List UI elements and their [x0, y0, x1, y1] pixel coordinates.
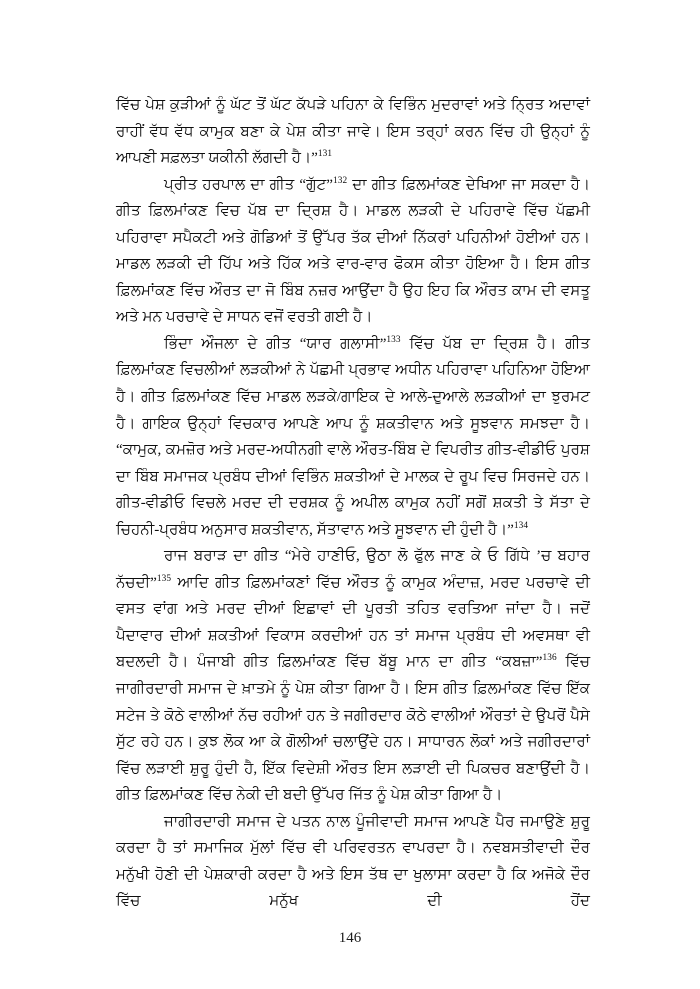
footnote-ref-135: 135: [156, 573, 172, 584]
paragraph-5-text: ਜਾਗੀਰਦਾਰੀ ਸਮਾਜ ਦੇ ਪਤਨ ਨਾਲ ਪੂੰਜੀਵਾਦੀ ਸਮਾਜ ਆਪਣੇ ਪੈਰ ਜਮਾਉਣੇ ਸ਼ੁਰੂ ਕਰਦਾ ਹੈ ਤਾਂ ਸਮਾਜਿਕ ਮੁੱਲਾਂ ਵਿੱਚ ਵੀ ਪਰਿਵਰਤਨ ਵਾਪਰਦਾ ਹੈ। ਨਵਬਸਤੀਵਾਦੀ ਦੌਰ ਮਨੁੱਖੀ ਹੋਣੀ ਦੀ ਪੇਸ਼ਕਾਰੀ ਕਰਦਾ ਹੈ ਅਤੇ ਇਸ ਤੱਥ ਦਾ ਖੁਲਾਸਾ ਕਰਦਾ ਹੈ ਕਿ ਅਜੋਕੇ ਦੌਰ ਵਿੱਚ ਮਨੁੱਖ ਦੀ ਹੋਂਦ: [116, 813, 590, 910]
paragraph-2-text-after: ਦਾ ਗੀਤ ਫ਼ਿਲਮਾਂਕਣ ਦੇਖਿਆ ਜਾ ਸਕਦਾ ਹੈ। ਗੀਤ ਫ਼ਿਲਮਾਂਕਣ ਵਿਚ ਪੱਬ ਦਾ ਦ੍ਰਿਸ਼ ਹੈ। ਮਾਡਲ ਲੜਕੀ ਦੇ ਪਹਿਰਾਵੇ ਵਿੱਚ ਪੱਛਮੀ ਪਹਿਰਾਵਾ ਸਪੈਕਟੀ ਅਤੇ ਗੋਡਿਆਂ ਤੋਂ ਉੱਪਰ ਤੱਕ ਦੀਆਂ ਨਿੱਕਰਾਂ ਪਹਿਨੀਆਂ ਹੋਈਆਂ ਹਨ। ਮਾਡਲ ਲੜਕੀ ਦੀ ਹਿੱਪ ਅਤੇ ਹਿੱਕ ਅਤੇ ਵਾਰ-ਵਾਰ ਫੋਕਸ ਕੀਤਾ ਹੋਇਆ ਹੈ। ਇਸ ਗੀਤ ਫ਼ਿਲਮਾਂਕਣ ਵਿੱਚ ਔਰਤ ਦਾ ਜੋ ਬਿੰਬ ਨਜ਼ਰ ਆਉਂਦਾ ਹੈ ਉਹ ਇਹ ਕਿ ਔਰਤ ਕਾਮ ਦੀ ਵਸਤੂ ਅਤੇ ਮਨ ਪਰਚਾਵੇ ਦੇ ਸਾਧਨ ਵਜੋਂ ਵਰਤੀ ਗਈ ਹੈ।: [116, 176, 591, 326]
footnote-ref-133: 133: [386, 334, 401, 345]
page-number: 146: [338, 930, 362, 946]
footnote-ref-134: 134: [513, 520, 529, 531]
paragraph-3-text-before: ਭਿੰਦਾ ਔਜਲਾ ਦੇ ਗੀਤ “ਯਾਰ ਗਲਾਸੀ”: [164, 335, 387, 352]
paragraph-2: [116, 172, 590, 331]
paragraph-1-text: ਵਿੱਚ ਪੇਸ਼ ਕੁੜੀਆਂ ਨੂੰ ਘੱਟ ਤੋਂ ਘੱਟ ਕੱਪੜੇ ਪਹਿਨਾ ਕੇ ਵਿਭਿੰਨ ਮੁਦਰਾਵਾਂ ਅਤੇ ਨ੍ਰਿਤ ਅਦਾਵਾਂ ਰਾਹੀਂ ਵੱਧ ਵੱਧ ਕਾਮੁਕ ਬਣਾ ਕੇ ਪੇਸ਼ ਕੀਤਾ ਜਾਵੇ। ਇਸ ਤਰ੍ਹਾਂ ਕਰਨ ਵਿੱਚ ਹੀ ਉਨ੍ਹਾਂ ਨੂੰ ਆਪਣੀ ਸਫ਼ਲਤਾ ਯਕੀਨੀ ਲੱਗਦੀ ਹੈ।”: [116, 97, 590, 167]
paragraph-2-text-before: ਪ੍ਰੀਤ ਹਰਪਾਲ ਦਾ ਗੀਤ “ਗੁੱਟ”: [164, 176, 333, 193]
paragraph-5: [116, 809, 590, 915]
body-text-column: [116, 92, 590, 915]
footnote-ref-131: 131: [317, 149, 333, 160]
paragraph-4-continued-text: ਵਿੱਚ ਜਾਗੀਰਦਾਰੀ ਸਮਾਜ ਦੇ ਖ਼ਾਤਮੇ ਨੂੰ ਪੇਸ਼ ਕੀਤਾ ਗਿਆ ਹੈ। ਇਸ ਗੀਤ ਫ਼ਿਲਮਾਂਕਣ ਵਿੱਚ ਇੱਕ ਸਟੇਜ ਤੇ ਕੋਠੇ ਵਾਲੀਆਂ ਨੱਚ ਰਹੀਆਂ ਹਨ ਤੇ ਜਗੀਰਦਾਰ ਕੋਠੇ ਵਾਲੀਆਂ ਔਰਤਾਂ ਦੇ ਉਪਰੋਂ ਪੈਸੇ ਸੁੱਟ ਰਹੇ ਹਨ। ਕੁਝ ਲੋਕ ਆ ਕੇ ਗੋਲੀਆਂ ਚਲਾਉਂਦੇ ਹਨ। ਸਾਧਾਰਨ ਲੋਕਾਂ ਅਤੇ ਜਗੀਰਦਾਰਾਂ ਵਿੱਚ ਲੜਾਈ ਸ਼ੁਰੂ ਹੁੰਦੀ ਹੈ, ਇੱਕ ਵਿਦੇਸ਼ੀ ਔਰਤ ਇਸ ਲੜਾਈ ਦੀ ਪਿਕਚਰ ਬਣਾਉਂਦੀ ਹੈ। ਗੀਤ ਫ਼ਿਲਮਾਂਕਣ ਵਿੱਚ ਨੇਕੀ ਦੀ ਬਦੀ ਉੱਪਰ ਜਿੱਤ ਨੂੰ ਪੇਸ਼ ਕੀਤਾ ਗਿਆ ਹੈ।: [116, 654, 590, 804]
paragraph-4-text-after: ਆਦਿ ਗੀਤ ਫ਼ਿਲਮਾਂਕਣਾਂ ਵਿੱਚ ਔਰਤ ਨੂੰ ਕਾਮੁਕ ਅੰਦਾਜ਼, ਮਰਦ ਪਰਚਾਵੇ ਦੀ ਵਸਤ ਵਾਂਗ ਅਤੇ ਮਰਦ ਦੀਆਂ ਇਛਾਵਾਂ ਦੀ ਪੂਰਤੀ ਤਹਿਤ ਵਰਤਿਆ ਜਾਂਦਾ ਹੈ। ਜਦੋਂ ਪੈਦਾਵਾਰ ਦੀਆਂ ਸ਼ਕਤੀਆਂ ਵਿਕਾਸ ਕਰਦੀਆਂ ਹਨ ਤਾਂ ਸਮਾਜ ਪ੍ਰਬੰਧ ਦੀ ਅਵਸਥਾ ਵੀ ਬਦਲਦੀ ਹੈ। ਪੰਜਾਬੀ ਗੀਤ ਫ਼ਿਲਮਾਂਕਣ ਵਿੱਚ ਬੱਬੂ ਮਾਨ ਦਾ ਗੀਤ “ਕਬਜ਼ਾ”: [116, 574, 590, 671]
paragraph-3: [116, 331, 590, 543]
paragraph-4-text-before: ਰਾਜ ਬਰਾੜ ਦਾ ਗੀਤ “ਮੇਰੇ ਹਾਣੀਓ, ਉਠਾ ਲੋ ਫੁੱਲ ਜਾਣ ਕੇ ਓ ਗਿੱਧੇ ’ਚ ਬਹਾਰ ਨੱਚਦੀ”: [116, 548, 590, 591]
paragraph-4: [116, 543, 590, 808]
footnote-ref-132: 132: [332, 175, 348, 186]
footnote-ref-136: 136: [542, 653, 557, 664]
paragraph-1: [116, 92, 590, 172]
paragraph-3-text-after: ਵਿੱਚ ਪੱਬ ਦਾ ਦ੍ਰਿਸ਼ ਹੈ। ਗੀਤ ਫ਼ਿਲਮਾਂਕਣ ਵਿਚਲੀਆਂ ਲੜਕੀਆਂ ਨੇ ਪੱਛਮੀ ਪ੍ਰਭਾਵ ਅਧੀਨ ਪਹਿਰਾਵਾ ਪਹਿਨਿਆ ਹੋਇਆ ਹੈ। ਗੀਤ ਫ਼ਿਲਮਾਂਕਣ ਵਿੱਚ ਮਾਡਲ ਲੜਕੇ/ਗਾਇਕ ਦੇ ਆਲੇ-ਦੁਆਲੇ ਲੜਕੀਆਂ ਦਾ ਝੁਰਮਟ ਹੈ। ਗਾਇਕ ਉਨ੍ਹਾਂ ਵਿਚਕਾਰ ਆਪਣੇ ਆਪ ਨੂੰ ਸ਼ਕਤੀਵਾਨ ਅਤੇ ਸੂਝਵਾਨ ਸਮਝਦਾ ਹੈ। “ਕਾਮੁਕ, ਕਮਜ਼ੋਰ ਅਤੇ ਮਰਦ-ਅਧੀਨਗੀ ਵਾਲੇ ਔਰਤ-ਬਿੰਬ ਦੇ ਵਿਪਰੀਤ ਗੀਤ-ਵੀਡੀਓ ਪੁਰਸ਼ ਦਾ ਬਿੰਬ ਸਮਾਜਕ ਪ੍ਰਬੰਧ ਦੀਆਂ ਵਿਭਿੰਨ ਸ਼ਕਤੀਆਂ ਦੇ ਮਾਲਕ ਦੇ ਰੂਪ ਵਿਚ ਸਿਰਜਦੇ ਹਨ। ਗੀਤ-ਵੀਡੀਓ ਵਿਚਲੇ ਮਰਦ ਦੀ ਦਰਸ਼ਕ ਨੂੰ ਅਪੀਲ ਕਾਮੁਕ ਨਹੀਂ ਸਗੋਂ ਸ਼ਕਤੀ ਤੇ ਸੱਤਾ ਦੇ ਚਿਹਨੀ-ਪ੍ਰਬੰਧ ਅਨੁਸਾਰ ਸ਼ਕਤੀਵਾਨ, ਸੱਤਾਵਾਨ ਅਤੇ ਸੂਝਵਾਨ ਦੀ ਹੁੰਦੀ ਹੈ।”: [116, 335, 590, 538]
